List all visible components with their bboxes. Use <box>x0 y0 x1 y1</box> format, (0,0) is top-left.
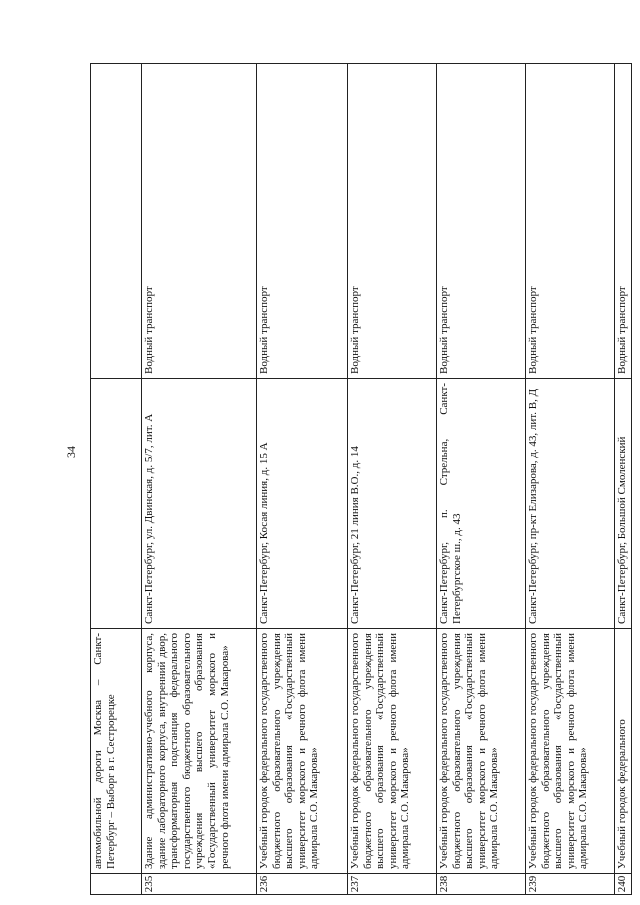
object-name-cell: Учебный городок федерального государственного бюджетного образовательного учреждения высшего образования «Государственный университет морского и речного флота имени адмирала С.О. Макарова» <box>257 629 348 874</box>
object-name-cell: Учебный городок федерального <box>615 629 632 874</box>
transport-type-cell <box>91 64 142 379</box>
table-row <box>437 64 526 895</box>
registry-table-container <box>90 64 628 895</box>
object-name-cell: Учебный городок федерального государственного бюджетного образовательного учреждения высшего образования «Государственный университет морского и речного флота имени адмирала С.О. Макарова» <box>526 629 615 874</box>
transport-type-cell: Водный транспорт <box>348 64 437 379</box>
row-number: 240 <box>615 874 632 895</box>
transport-type-cell: Водный транспорт <box>526 64 615 379</box>
address-cell: Санкт-Петербург, Косая линия, д. 15 А <box>257 379 348 629</box>
address-cell: Санкт-Петербург, 21 линия В.О., д. 14 <box>348 379 437 629</box>
rotated-page-content <box>90 64 628 895</box>
row-number: 235 <box>142 874 257 895</box>
address-cell: Санкт-Петербург, Большой Смоленский <box>615 379 632 629</box>
page-number: 34 <box>64 446 78 458</box>
row-number: 236 <box>257 874 348 895</box>
address-cell: Санкт-Петербург, ул. Двинская, д. 5/7, лит. А <box>142 379 257 629</box>
object-name-cell: Здание административно-учебного корпуса, здание лабораторного корпуса, внутренний двор, трансформаторная подстанция федерального государственного бюджетного образовательного учреждения высшего образования «Государственный университет морского и речного флота имени адмирала С.О. Макарова» <box>142 629 257 874</box>
transport-type-cell: Водный транспорт <box>437 64 526 379</box>
address-cell: Санкт-Петербург, пр-кт Елизарова, д. 43, лит. В, Д <box>526 379 615 629</box>
address-cell: Санкт-Петербург, п. Стрельна, Санкт-Петербургское ш., д. 43 <box>437 379 526 629</box>
transport-type-cell: Водный транспорт <box>257 64 348 379</box>
registry-table <box>90 63 632 895</box>
row-number: 237 <box>348 874 437 895</box>
transport-type-cell: Водный транспорт <box>142 64 257 379</box>
row-number: 238 <box>437 874 526 895</box>
row-number: 239 <box>526 874 615 895</box>
object-name-cell: Учебный городок федерального государственного бюджетного образовательного учреждения высшего образования «Государственный университет морского и речного флота имени адмирала С.О. Макарова» <box>348 629 437 874</box>
object-name-cell: Учебный городок федерального государственного бюджетного образовательного учреждения высшего образования «Государственный университет морского и речного флота имени адмирала С.О. Макарова» <box>437 629 526 874</box>
table-row-continuation <box>91 64 142 895</box>
object-name-cell: автомобильной дороги Москва – Санкт-Петербург – Выборг в г. Сестрорецке <box>91 629 142 874</box>
address-cell <box>91 379 142 629</box>
table-row <box>615 64 632 895</box>
table-row <box>257 64 348 895</box>
transport-type-cell: Водный транспорт <box>615 64 632 379</box>
row-number <box>91 874 142 895</box>
table-row <box>142 64 257 895</box>
table-row <box>526 64 615 895</box>
table-row <box>348 64 437 895</box>
